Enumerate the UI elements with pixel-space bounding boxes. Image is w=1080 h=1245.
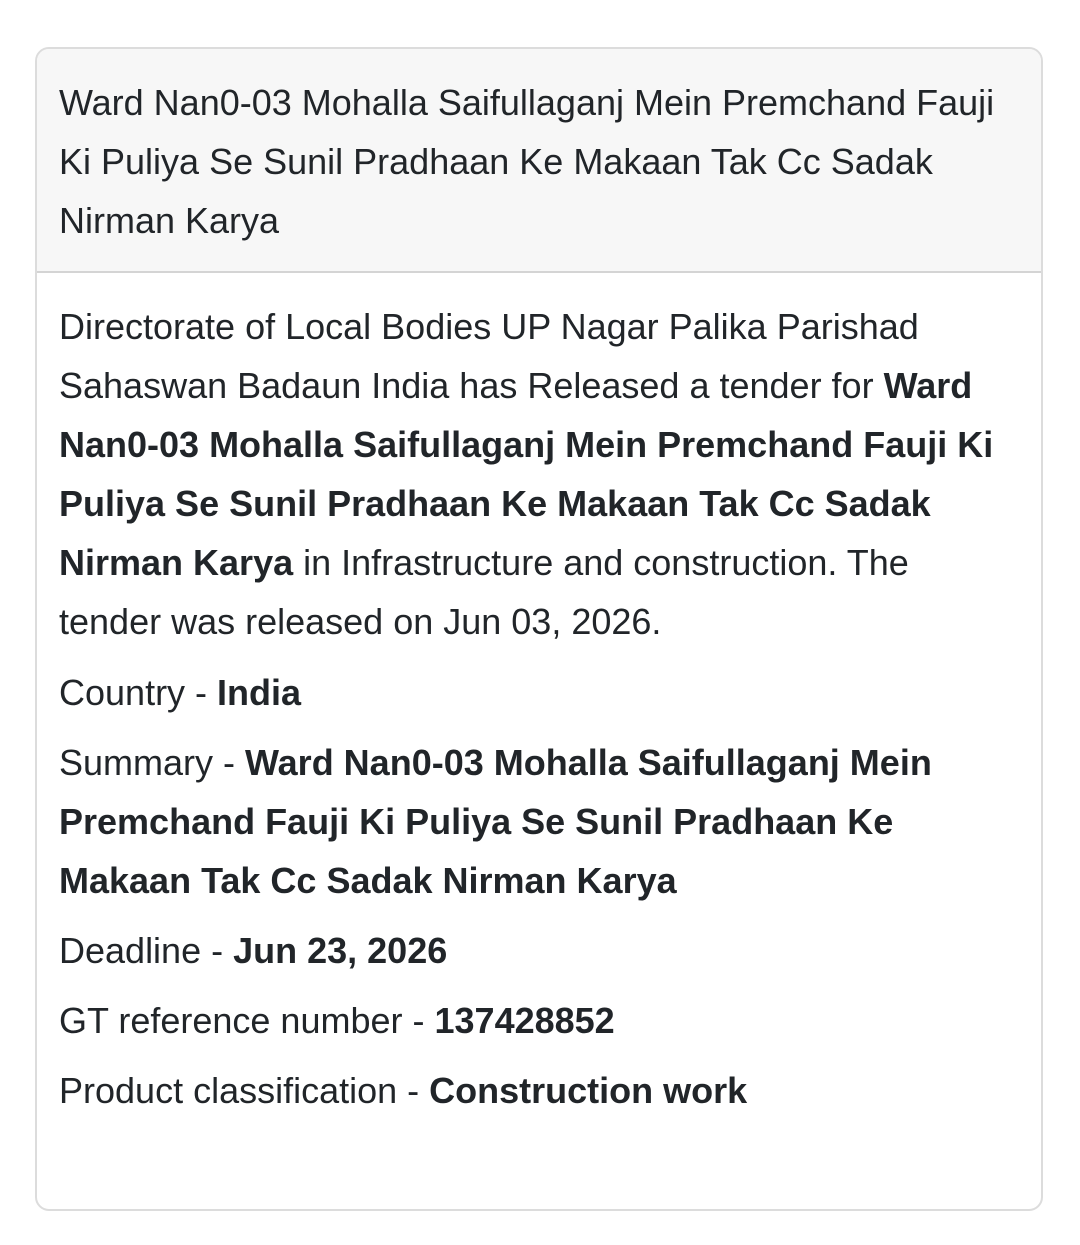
classification-label: Product classification - xyxy=(59,1070,430,1111)
country-value: India xyxy=(217,672,302,713)
tender-card-header xyxy=(37,49,1041,273)
tender-description xyxy=(59,297,1019,651)
issuer-text: Directorate of Local Bodies UP Nagar Palika Parishad Sahaswan Badaun India has Released a tender for xyxy=(59,306,919,406)
reference-label: GT reference number - xyxy=(59,1000,435,1041)
classification-value: Construction work xyxy=(429,1070,748,1111)
classification-row xyxy=(59,1061,1019,1120)
deadline-value: Jun 23, 2026 xyxy=(233,930,448,971)
country-label: Country - xyxy=(59,672,218,713)
description-tender-title: Ward Nan0-03 Mohalla Saifullaganj Mein Premchand Fauji Ki Puliya Se Sunil Pradhaan Ke Makaan Tak Cc Sadak Nirman Karya xyxy=(59,365,994,583)
summary-label: Summary - xyxy=(59,742,246,783)
deadline-row xyxy=(59,921,1019,980)
tender-title[interactable]: Ward Nan0-03 Mohalla Saifullaganj Mein Premchand Fauji Ki Puliya Se Sunil Pradhaan Ke Makaan Tak Cc Sadak Nirman Karya xyxy=(59,82,995,241)
reference-value: 137428852 xyxy=(434,1000,615,1041)
summary-row xyxy=(59,733,1019,910)
deadline-label: Deadline - xyxy=(59,930,234,971)
sector-release-text: in Infrastructure and construction. The tender was released on Jun 03, 2026. xyxy=(59,542,909,642)
reference-row xyxy=(59,991,1019,1050)
tender-card xyxy=(35,47,1043,1211)
summary-value: Ward Nan0-03 Mohalla Saifullaganj Mein Premchand Fauji Ki Puliya Se Sunil Pradhaan Ke Makaan Tak Cc Sadak Nirman Karya xyxy=(59,742,932,901)
country-row xyxy=(59,663,1019,722)
tender-card-body xyxy=(37,273,1041,1120)
